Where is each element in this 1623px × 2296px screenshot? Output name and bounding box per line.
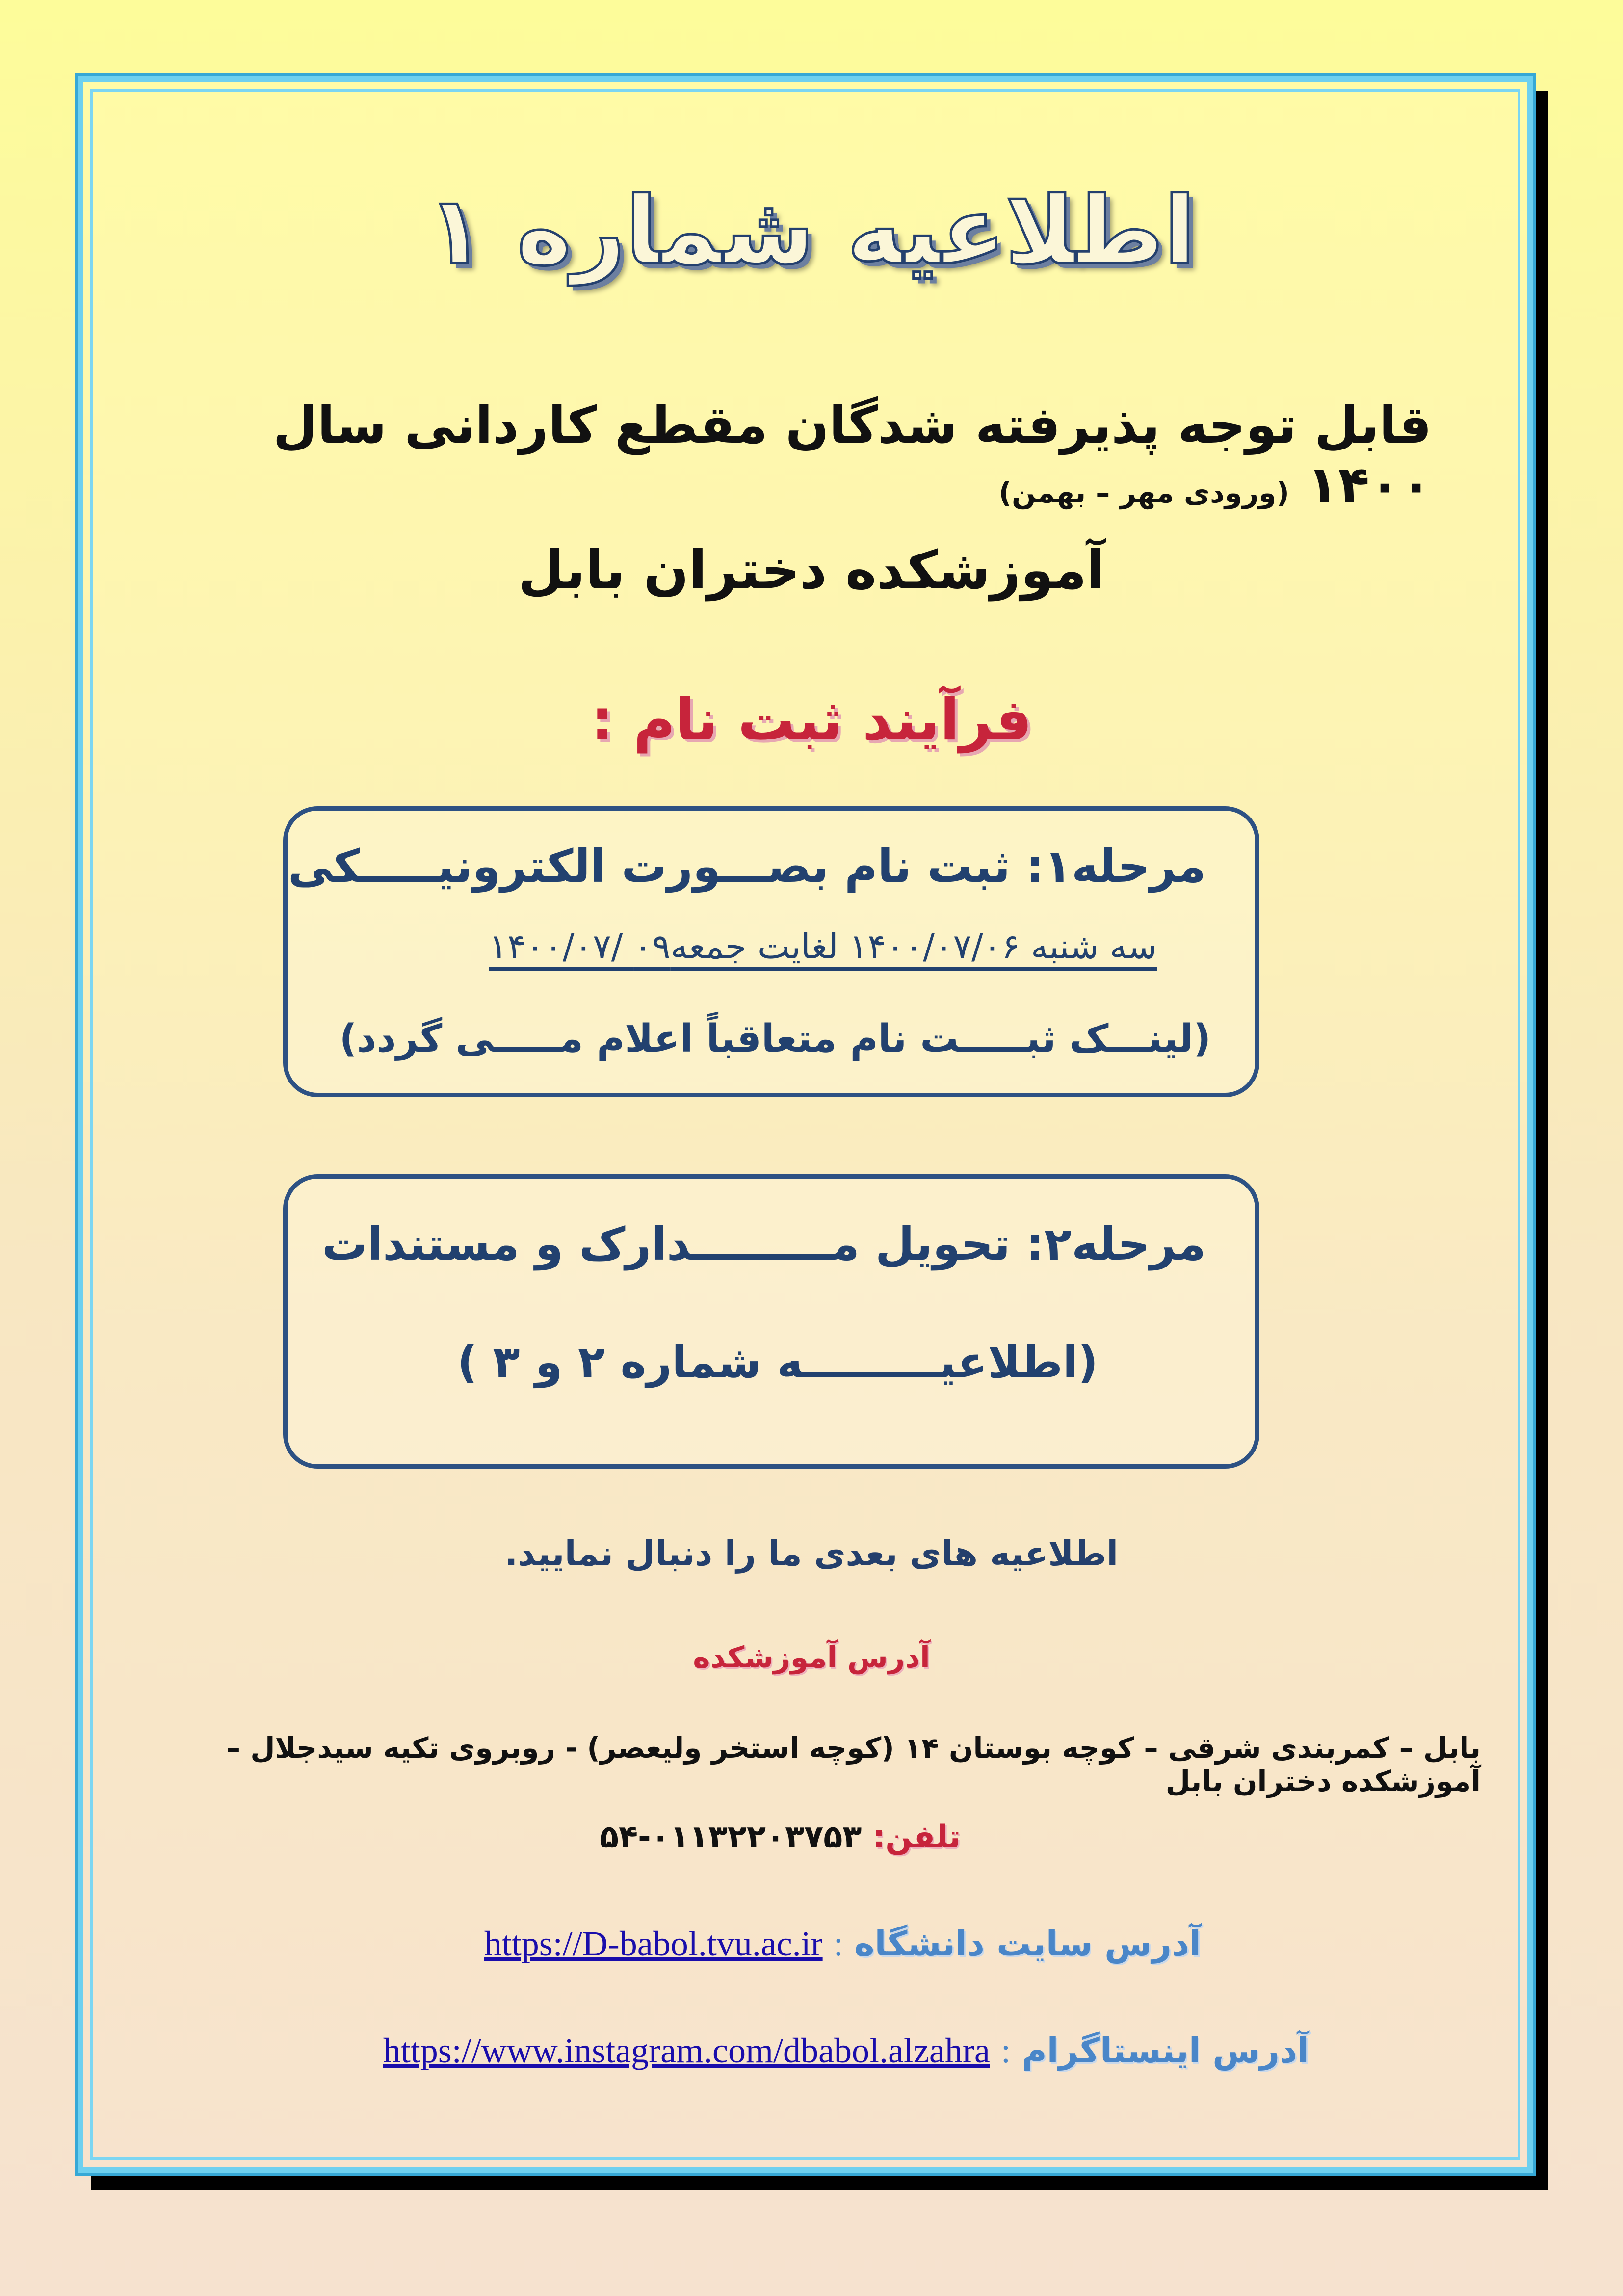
school-name: آموزشکده دختران بابل bbox=[518, 540, 1105, 601]
stage1-box bbox=[283, 806, 1259, 1097]
instagram-row bbox=[383, 2031, 1309, 2071]
subtitle-main: قابل توجه پذیرفته شدگان مقطع کاردانی سال ۱۴۰۰ bbox=[273, 395, 1432, 515]
website-row bbox=[484, 1924, 1201, 1964]
follow-note: اطلاعیه های بعدی ما را دنبال نمایید. bbox=[504, 1533, 1119, 1574]
process-title: فرآیند ثبت نام : bbox=[591, 687, 1032, 753]
stage1-link-note: (لینـــک ثبـــــت نام متعاقباً اعلام مـــــی گردد) bbox=[339, 1017, 1211, 1061]
instagram-colon: : bbox=[1001, 2031, 1011, 2070]
subtitle-note: (ورودی مهر – بهمن) bbox=[998, 476, 1289, 509]
website-label: آدرس سایت دانشگاه bbox=[854, 1924, 1201, 1964]
stage1-dates: سه شنبه ۱۴۰۰/۰۷/۰۶ لغایت جمعه۰۹ /۱۴۰۰/۰۷ bbox=[489, 926, 1157, 967]
stage1-heading: مرحله۱: ثبت نام بصـــورت الکترونیـــــکی bbox=[288, 840, 1206, 893]
phone-number: ۰۱۱۳۲۲۰۳۷۵۳-۵۴ bbox=[599, 1819, 862, 1855]
stage2-reference: (اطلاعیـــــــــه شماره ۲ و ۳ ) bbox=[457, 1337, 1098, 1388]
website-colon: : bbox=[833, 1924, 843, 1963]
notice-frame bbox=[78, 76, 1533, 2173]
address-text: بابل – کمربندی شرقی – کوچه بوستان ۱۴ (کوچه استخر ولیعصر) - روبروی تکیه سیدجلال – آموزشکده دختران بابل bbox=[226, 1731, 1481, 1798]
website-link[interactable]: https://D-babol.tvu.ac.ir bbox=[484, 1924, 823, 1963]
instagram-label: آدرس اینستاگرام bbox=[1021, 2031, 1309, 2071]
notice-subtitle bbox=[205, 395, 1432, 515]
phone-label: تلفن: bbox=[872, 1819, 961, 1855]
phone-row bbox=[600, 1819, 961, 1855]
stage2-heading: مرحله۲: تحویل مـــــــــدارک و مستندات bbox=[322, 1218, 1206, 1270]
notice-title: اطلاعیه شماره ۱ bbox=[427, 177, 1196, 285]
instagram-link[interactable]: https://www.instagram.com/dbabol.alzahra bbox=[383, 2031, 990, 2070]
address-label: آدرس آموزشکده bbox=[693, 1640, 930, 1675]
stage2-box bbox=[283, 1174, 1259, 1469]
